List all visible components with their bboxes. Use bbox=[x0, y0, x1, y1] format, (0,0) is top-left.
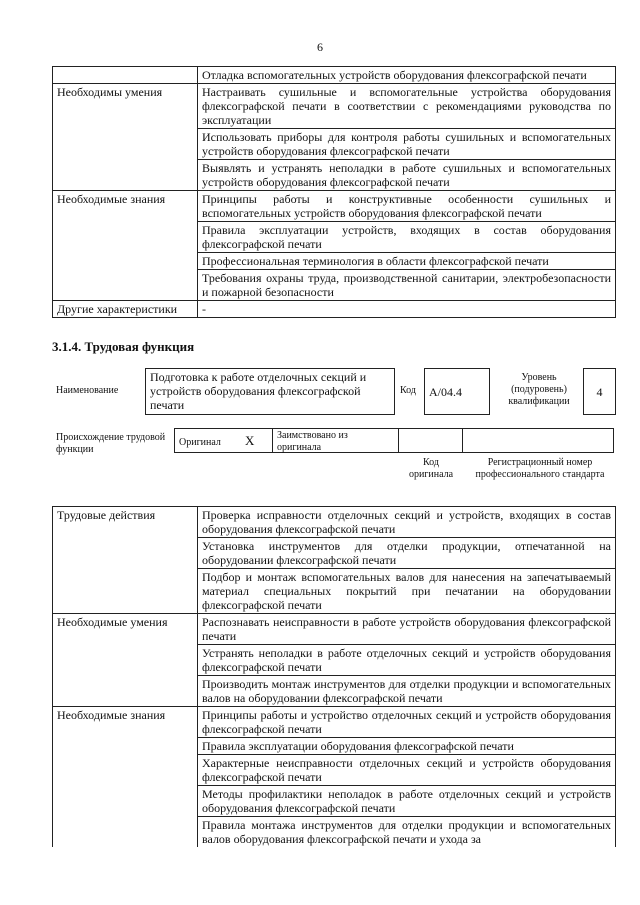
row-text: Принципы работы и устройство отделочных секций и устройств оборудования флексографской печати bbox=[198, 707, 616, 738]
divider bbox=[462, 428, 463, 453]
table-row bbox=[53, 84, 616, 129]
reg-number-caption: Регистрационный номер профессионального стандарта bbox=[475, 457, 605, 480]
row-text: Использовать приборы для контроля работы сушильных и вспомогательных устройств оборудования флексографской печати bbox=[198, 129, 616, 160]
divider bbox=[398, 428, 399, 453]
borrowed-label: Заимствовано из оригинала bbox=[277, 430, 348, 453]
row-text: Производить монтаж инструментов для отделки продукции и вспомогательных валов на оборудовании флексографской печати bbox=[198, 676, 616, 707]
page-number: 6 bbox=[317, 40, 323, 54]
row-text: Проверка исправности отделочных секций и устройств, входящих в состав оборудования флексографской печати bbox=[198, 507, 616, 538]
origin-frame bbox=[174, 428, 614, 453]
row-label: Необходимые умения bbox=[53, 614, 198, 707]
row-label: Необходимые знания bbox=[53, 707, 198, 848]
table-row bbox=[53, 67, 616, 84]
table-row bbox=[53, 191, 616, 222]
row-text: Устранять неполадки в работе отделочных секций и устройств оборудования флексографской печати bbox=[198, 645, 616, 676]
table-row bbox=[53, 614, 616, 645]
row-text: Распознавать неисправности в работе устройств оборудования флексографской печати bbox=[198, 614, 616, 645]
row-text: Правила эксплуатации оборудования флексографской печати bbox=[198, 738, 616, 755]
skills-knowledge-table-1 bbox=[52, 66, 616, 318]
row-text: Требования охраны труда, производственной санитарии, электробезопасности и пожарной безопасности bbox=[198, 270, 616, 301]
row-text: Характерные неисправности отделочных секций и устройств оборудования флексографской печати bbox=[198, 755, 616, 786]
code-original-caption: Код оригинала bbox=[408, 457, 454, 480]
function-code-value: A/04.4 bbox=[424, 368, 490, 415]
name-label: Наименование bbox=[56, 385, 119, 396]
table-row bbox=[53, 707, 616, 738]
row-text: Установка инструментов для отделки продукции, отпечатанной на оборудовании флексографской печати bbox=[198, 538, 616, 569]
level-value: 4 bbox=[583, 368, 616, 415]
row-text: - bbox=[198, 301, 616, 318]
row-text: Отладка вспомогательных устройств оборудования флексографской печати bbox=[198, 67, 616, 84]
origin-label: Происхождение трудовой функции bbox=[56, 432, 166, 455]
row-text: Подбор и монтаж вспомогательных валов для нанесения на запечатываемый материал специальных покрытий при печатании на оборудовании флексографской печати bbox=[198, 569, 616, 614]
row-label: Необходимые знания bbox=[53, 191, 198, 301]
row-label: Другие характеристики bbox=[53, 301, 198, 318]
level-label: Уровень (подуровень) квалификации bbox=[508, 372, 570, 407]
table-row bbox=[53, 507, 616, 538]
row-text: Правила монтажа инструментов для отделки продукции и вспомогательных валов оборудования флексографской печати и ухода за bbox=[198, 817, 616, 848]
table-row bbox=[53, 301, 616, 318]
row-label: Необходимы умения bbox=[53, 84, 198, 191]
section-title: 3.1.4. Трудовая функция bbox=[52, 339, 195, 354]
row-label bbox=[53, 67, 198, 84]
row-text: Выявлять и устранять неполадки в работе сушильных и вспомогательных устройств оборудования флексографской печати bbox=[198, 160, 616, 191]
original-mark: X bbox=[245, 433, 255, 448]
code-label: Код bbox=[400, 385, 416, 396]
row-text: Правила эксплуатации устройств, входящих в состав оборудования флексографской печати bbox=[198, 222, 616, 253]
row-text: Принципы работы и конструктивные особенности сушильных и вспомогательных устройств оборудования флексографской печати bbox=[198, 191, 616, 222]
row-text: Методы профилактики неполадок в работе отделочных секций и устройств оборудования флексографской печати bbox=[198, 786, 616, 817]
row-label: Трудовые действия bbox=[53, 507, 198, 614]
original-label: Оригинал bbox=[179, 437, 221, 448]
row-text: Настраивать сушильные и вспомогательные устройства оборудования флексографской печати в соответствии с рекомендациями руководства по эксплуатации bbox=[198, 84, 616, 129]
skills-knowledge-table-2 bbox=[52, 506, 616, 847]
row-text: Профессиональная терминология в области флексографской печати bbox=[198, 253, 616, 270]
function-name-value: Подготовка к работе отделочных секций и устройств оборудования флексографской печати bbox=[145, 368, 395, 415]
divider bbox=[272, 428, 273, 453]
